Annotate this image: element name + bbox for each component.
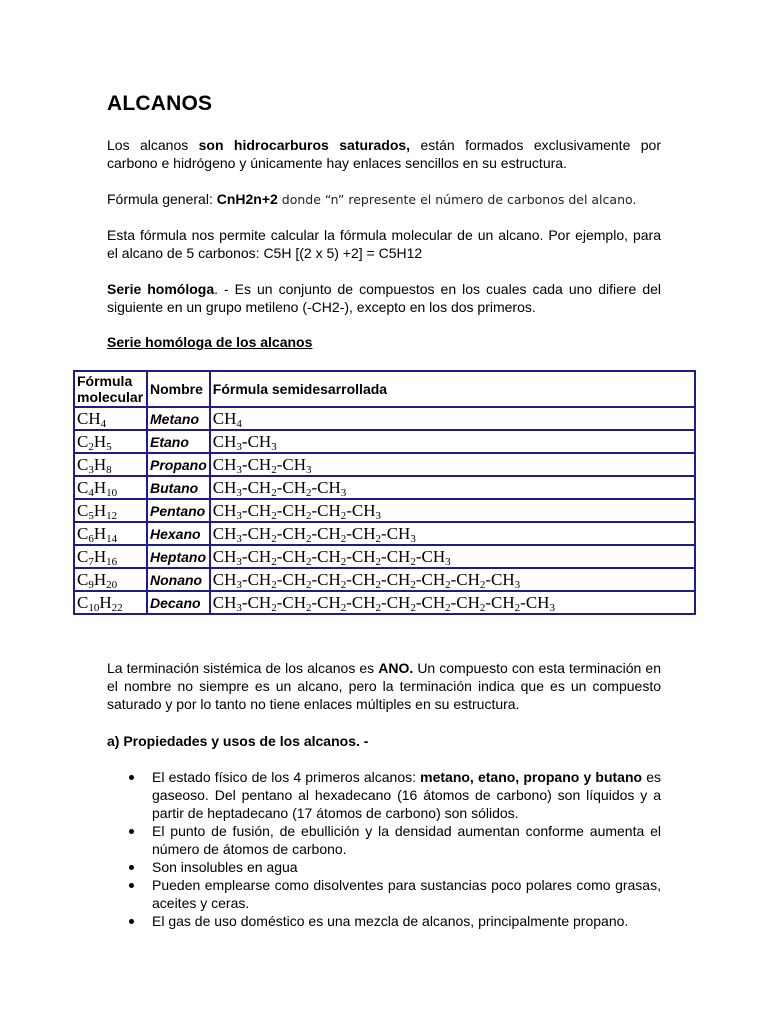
page-title: ALCANOS [107,92,213,115]
formula-general-label: Fórmula general: [107,191,217,207]
semistructural-formula-cell: $CH_3-CH_2-CH_2-CH_2-CH_2-CH_2-CH_2-CH_2-CH_2-CH_3$ [210,591,695,614]
table-row [74,568,695,591]
header-formula-molecular: Fórmula molecular [74,371,147,407]
bullet-icon [129,919,134,924]
semistructural-formula-cell: $CH_3-CH_2-CH_2-CH_2-CH_2-CH_2-CH_2-CH_2-CH_3$ [210,568,695,591]
terminacion-text-1: La terminación sistémica de los alcanos es [107,660,379,676]
terminacion-text-2: Un compuesto con esta terminación en el nombre no siempre es un alcano, pero la terminación indica que es un compuesto saturado y por lo tanto no tiene enlaces múltiples en su estructura. [107,660,661,712]
table-row [74,476,695,499]
name-cell: Butano [147,476,210,499]
molecular-formula-cell: $C_6H_{14}$ [74,522,147,545]
intro-paragraph [107,136,661,172]
alcanos-table [73,370,696,615]
terminacion-paragraph [107,659,661,713]
table-row [74,453,695,476]
bullet-icon [129,865,134,870]
molecular-formula-cell: $C_{10}H_{22}$ [74,591,147,614]
header-semidesarrollada: Fórmula semidesarrollada [210,371,695,407]
bullet-1-text-2: es gaseoso. Del pentano al hexadecano (16 átomos de carbono) son líquidos y a partir de heptadecano (17 átomos de carbono) son sólidos. [152,769,661,821]
list-item [107,912,661,930]
molecular-formula-cell: $C_7H_{16}$ [74,545,147,568]
bullet-icon [129,829,134,834]
terminacion-bold: ANO. [378,660,414,676]
bullet-2-text: El punto de fusión, de ebullición y la densidad aumentan conforme aumenta el número de átomos de carbono. [152,823,661,857]
table-row [74,499,695,522]
molecular-formula-cell: $CH_4$ [74,407,147,430]
list-item [107,768,661,822]
bullet-1-text-1: El estado físico de los 4 primeros alcanos: [152,769,421,785]
name-cell: Hexano [147,522,210,545]
semistructural-formula-cell: $CH_3-CH_2-CH_2-CH_3$ [210,476,695,499]
molecular-formula-cell: $C_3H_8$ [74,453,147,476]
name-cell: Heptano [147,545,210,568]
semistructural-formula-cell: $CH_4$ [210,407,695,430]
semistructural-formula-cell: $CH_3-CH_2-CH_2-CH_2-CH_2-CH_2-CH_3$ [210,545,695,568]
bullet-3-text: Son insolubles en agua [152,859,298,875]
molecular-formula-cell: $C_2H_5$ [74,430,147,453]
table-header-row [74,371,695,407]
list-item [107,822,661,858]
name-cell: Metano [147,407,210,430]
name-cell: Propano [147,453,210,476]
bullet-5-text: El gas de uso doméstico es una mezcla de alcanos, principalmente propano. [152,913,629,929]
table-title: Serie homóloga de los alcanos [107,334,313,350]
bullet-4-text: Pueden emplearse como disolventes para sustancias poco polares como grasas, aceites y ceras. [152,877,661,911]
list-item [107,876,661,912]
table-row [74,591,695,614]
formula-general-note: donde “n” represente el número de carbonos del alcano. [277,192,637,207]
molecular-formula-cell: $C_9H_{20}$ [74,568,147,591]
serie-paragraph [107,280,661,316]
list-item [107,858,661,876]
table-row [74,522,695,545]
semistructural-formula-cell: $CH_3-CH_3$ [210,430,695,453]
example-paragraph: Esta fórmula nos permite calcular la fórmula molecular de un alcano. Por ejemplo, para el alcano de 5 carbonos: C5H [(2 x 5) +2] = C5H12 [107,227,661,261]
table-row [74,407,695,430]
name-cell: Nonano [147,568,210,591]
section-a-heading: a) Propiedades y usos de los alcanos. - [107,733,369,749]
intro-text-2: están formados exclusivamente por carbono e hidrógeno y únicamente hay enlaces sencillos en su estructura. [107,137,661,171]
table-row [74,430,695,453]
serie-text: . - Es un conjunto de compuestos en los cuales cada uno difiere del siguiente en un grupo metileno (-CH2-), excepto en los dos primeros. [107,281,661,315]
intro-bold: son hidrocarburos saturados, [198,137,411,153]
semistructural-formula-cell: $CH_3-CH_2-CH_3$ [210,453,695,476]
name-cell: Pentano [147,499,210,522]
formula-general-paragraph [107,190,661,209]
header-nombre: Nombre [147,371,210,407]
table-row [74,545,695,568]
molecular-formula-cell: $C_4H_{10}$ [74,476,147,499]
name-cell: Decano [147,591,210,614]
name-cell: Etano [147,430,210,453]
semistructural-formula-cell: $CH_3-CH_2-CH_2-CH_2-CH_3$ [210,499,695,522]
properties-list [107,768,661,930]
bullet-icon [129,883,134,888]
semistructural-formula-cell: $CH_3-CH_2-CH_2-CH_2-CH_2-CH_3$ [210,522,695,545]
bullet-1-bold: metano, etano, propano y butano [420,769,643,785]
serie-term: Serie homóloga [107,281,215,297]
formula-general-formula: CnH2n+2 [216,191,278,207]
intro-text-1: Los alcanos [107,137,199,153]
molecular-formula-cell: $C_5H_{12}$ [74,499,147,522]
bullet-icon [129,775,134,780]
